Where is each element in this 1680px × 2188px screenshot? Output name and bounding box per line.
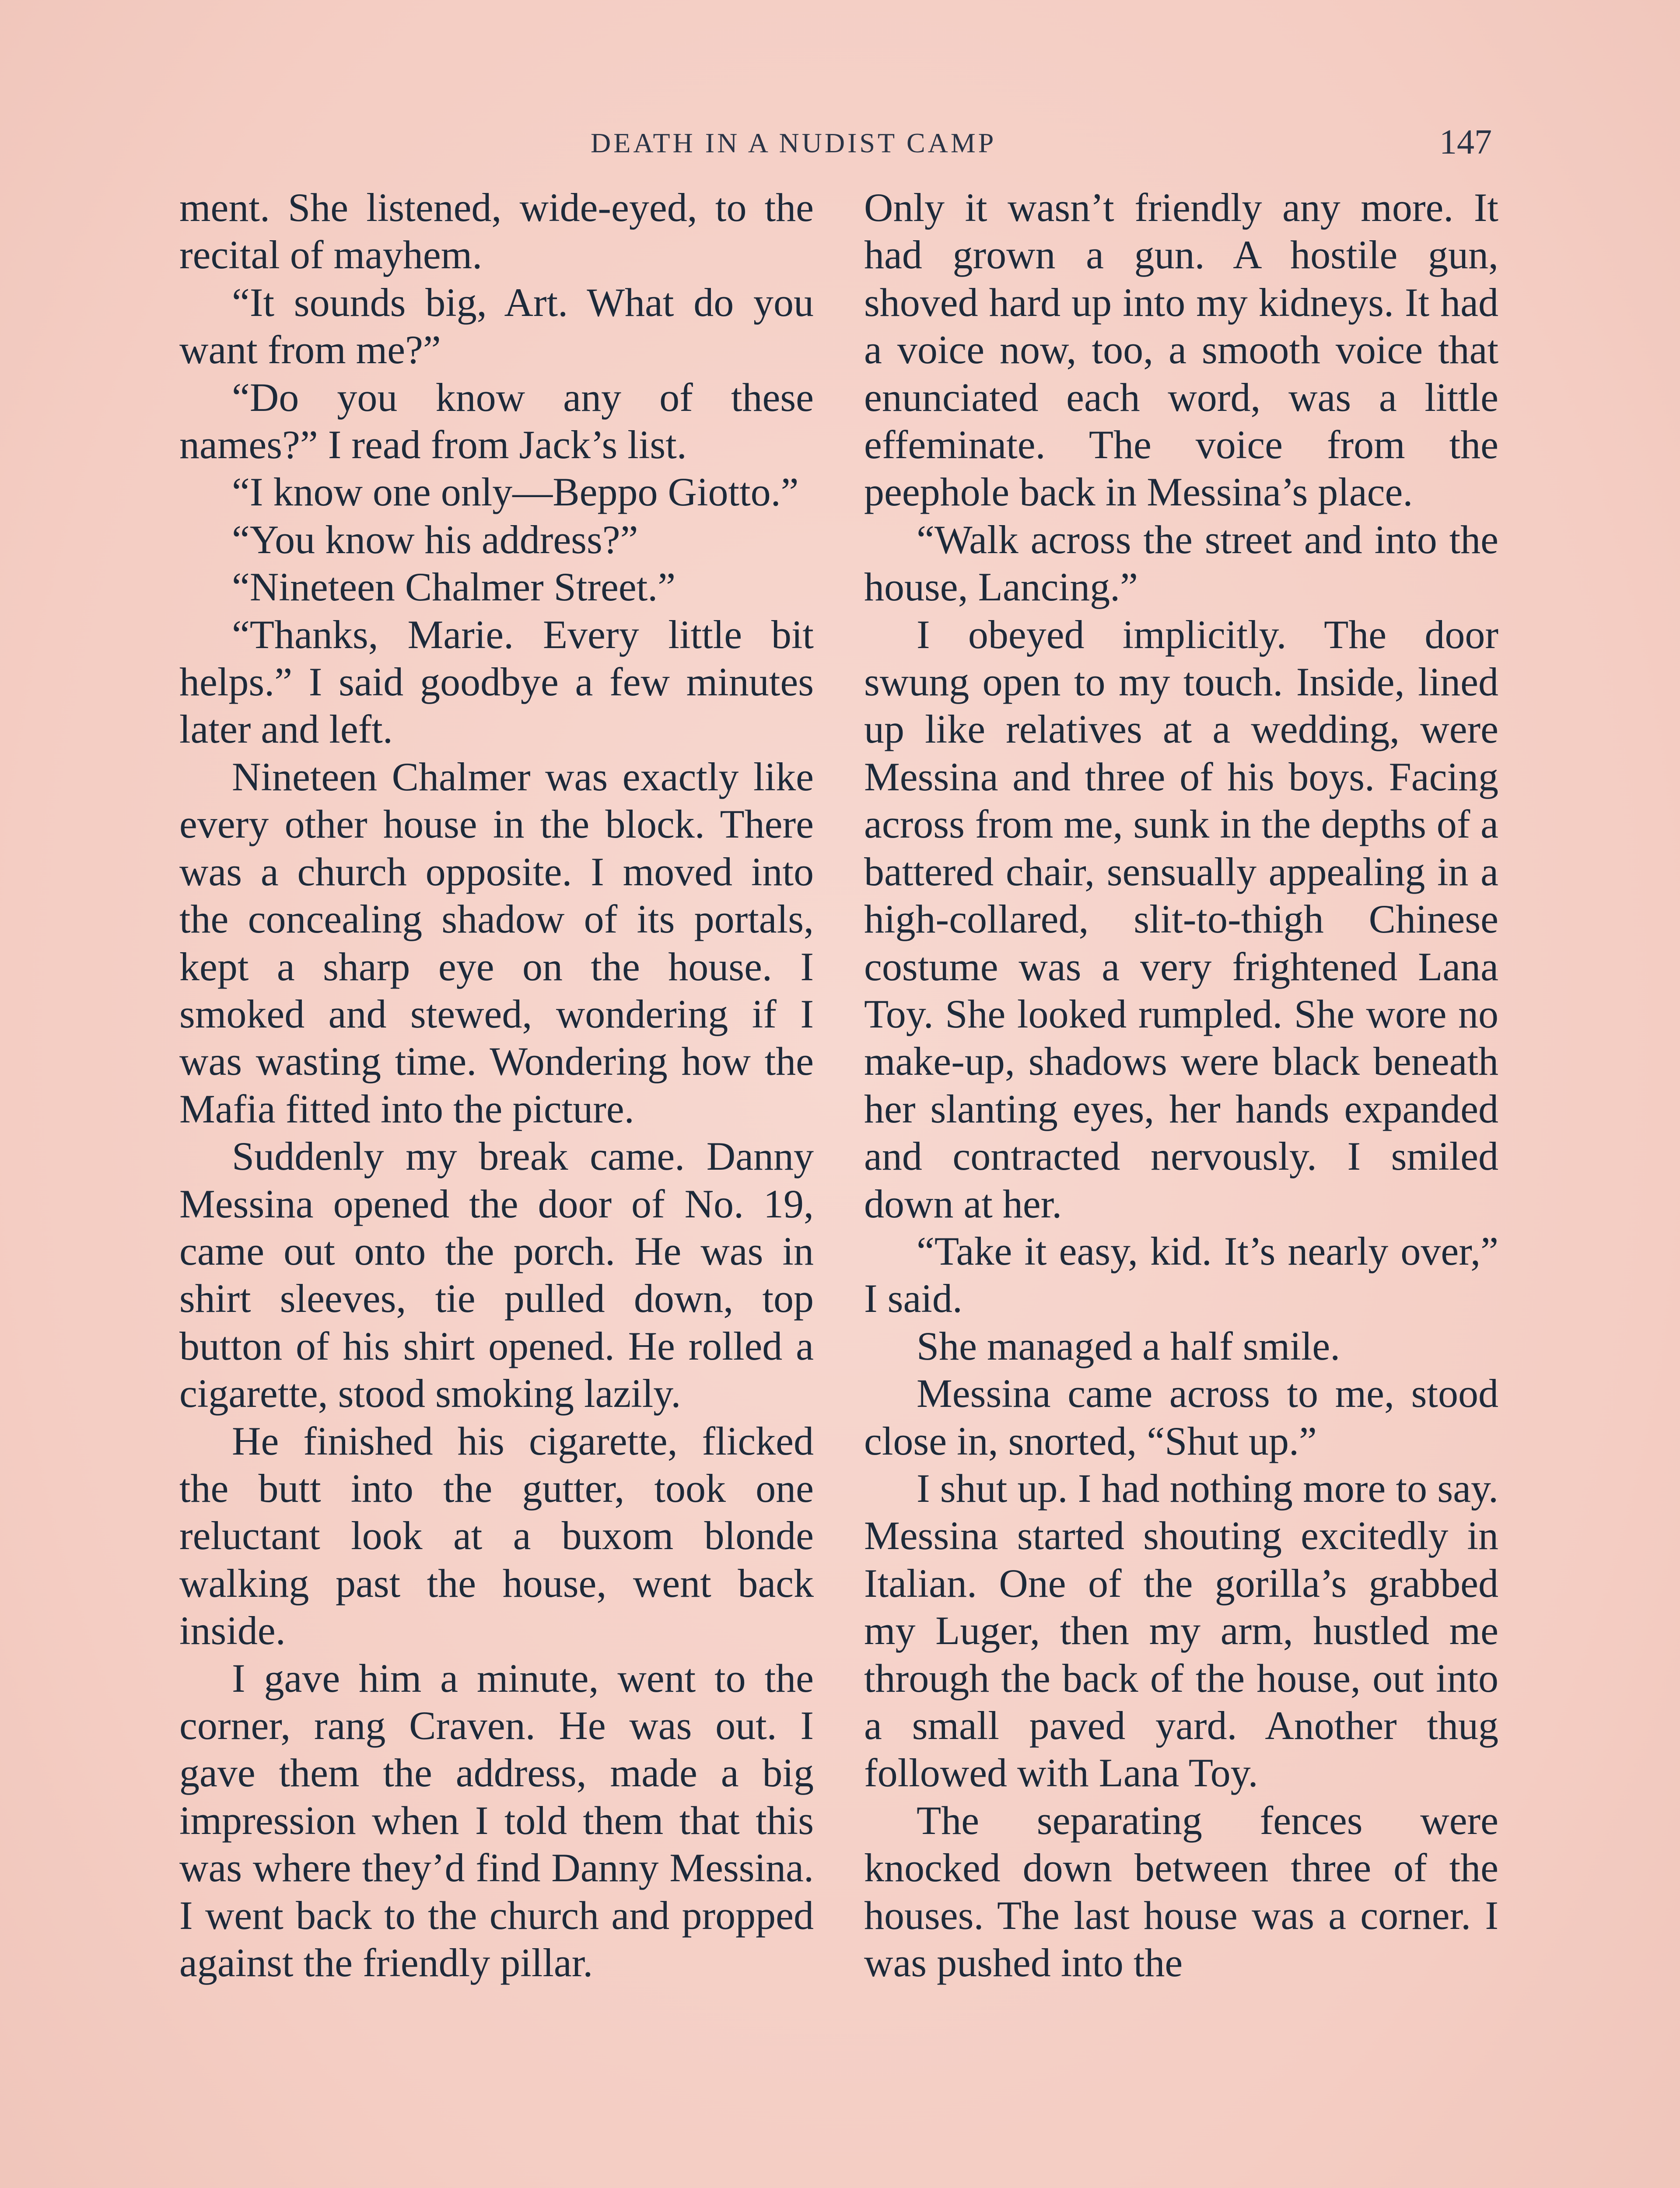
paragraph: I obeyed implicitly. The door swung open to my touch. Inside, lined up like relatives at a wedding, were Messina and three of his boys. Facing across from me, sunk in the depths of a battered chair, sensually appealing in a high-collared, slit-to-thigh Chinese costume was a very frightened Lana Toy. She looked rumpled. She wore no make-up, shadows were black beneath her slanting eyes, her hands expanded and contracted nervously. I smiled down at her.	[864, 612, 1498, 1226]
paragraph: He finished his cigarette, flicked the butt into the gutter, took one reluctant look at a buxom blonde walking past the house, went back inside.	[179, 1418, 814, 1653]
paragraph: Nineteen Chalmer was exactly like every other house in the block. There was a church opposite. I moved into the concealing shadow of its portals, kept a sharp eye on the house. I smoked and stewed, wondering if I was wasting time. Wondering how the Mafia fitted into the picture.	[179, 754, 814, 1131]
paragraph: I shut up. I had nothing more to say. Messina started shouting excitedly in Italian. One of the gorilla’s grabbed my Luger, then my arm, hustled me through the back of the house, out into a small paved yard. Another thug followed with Lana Toy.	[864, 1466, 1498, 1795]
paragraph: “It sounds big, Art. What do you want from me?”	[179, 280, 814, 372]
paragraph: “Walk across the street and into the house, Lancing.”	[864, 517, 1498, 610]
paragraph: “Thanks, Marie. Every little bit helps.” I said goodbye a few minutes later and left.	[179, 612, 814, 752]
paragraph: “I know one only—Beppo Giotto.”	[232, 470, 799, 515]
paragraph: Suddenly my break came. Danny Messina opened the door of No. 19, came out onto the porch. He was in shirt sleeves, tie pulled down, top button of his shirt opened. He rolled a cigarette, stood smoking lazily.	[179, 1134, 814, 1416]
paragraph: “Do you know any of these names?” I read from Jack’s list.	[179, 375, 814, 467]
right-column	[864, 184, 1498, 1986]
running-head: DEATH IN A NUDIST CAMP	[591, 127, 997, 158]
left-column	[179, 184, 814, 1986]
paragraph: Only it wasn’t friendly any more. It had grown a gun. A hostile gun, shoved hard up into my kidneys. It had a voice now, too, a smooth voice that enunciated each word, was a little effeminate. The voice from the peephole back in Messina’s place.	[864, 185, 1498, 515]
page-number: 147	[1439, 123, 1492, 161]
paragraph: “Take it easy, kid. It’s nearly over,” I said.	[864, 1228, 1498, 1321]
paragraph: The separating fences were knocked down between three of the houses. The last house was a corner. I was pushed into the	[864, 1798, 1498, 1985]
paragraph: Messina came across to me, stood close in, snorted, “Shut up.”	[864, 1371, 1498, 1463]
paragraph: “Nineteen Chalmer Street.”	[232, 565, 676, 610]
paragraph: ment. She listened, wide-eyed, to the recital of mayhem.	[179, 185, 814, 277]
paragraph: “You know his address?”	[232, 517, 638, 562]
paragraph: She managed a half smile.	[917, 1323, 1340, 1368]
paragraph: I gave him a minute, went to the corner, rang Craven. He was out. I gave them the address, made a big impression when I told them that this was where they’d find Danny Messina. I went back to the church and propped against the friendly pillar.	[179, 1655, 814, 1985]
